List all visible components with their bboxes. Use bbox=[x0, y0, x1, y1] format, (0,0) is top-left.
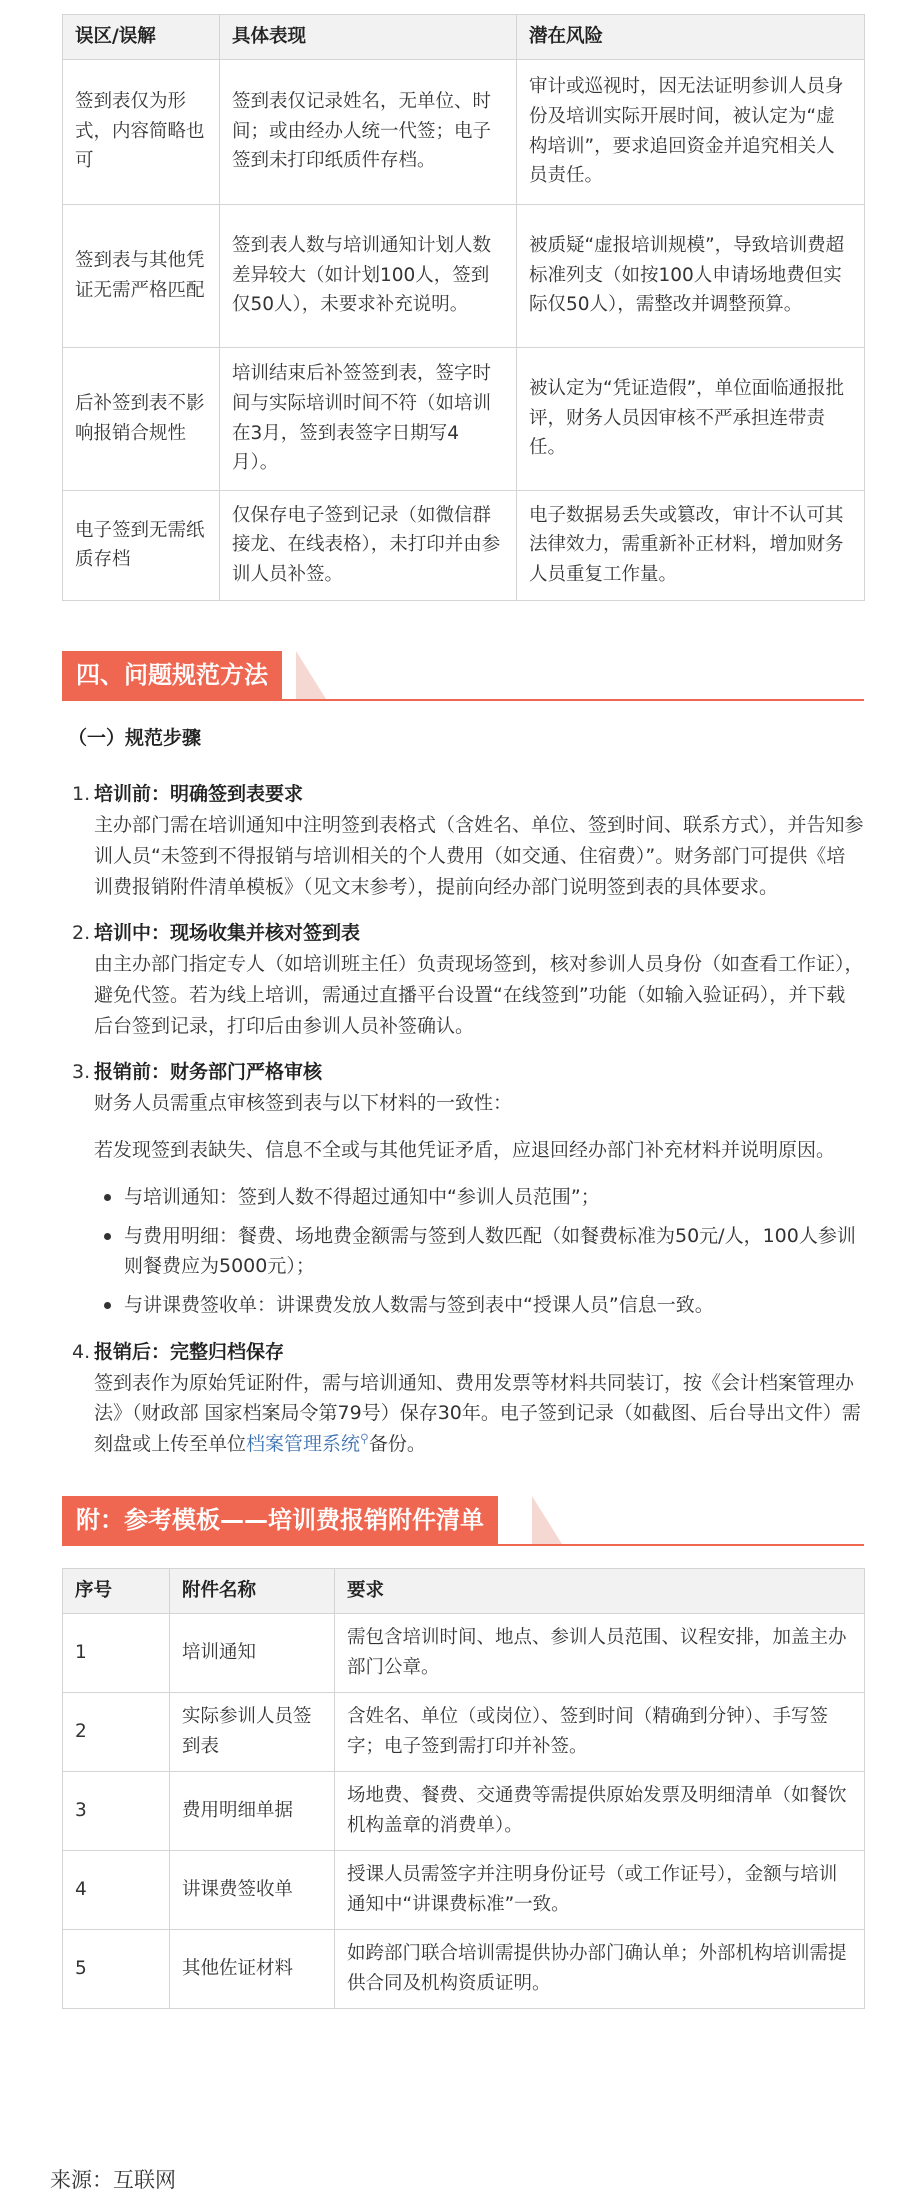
table-row bbox=[63, 347, 865, 490]
table-row bbox=[63, 1850, 865, 1929]
step-item bbox=[62, 779, 864, 902]
step-title: 培训前：明确签到表要求 bbox=[94, 783, 304, 806]
table-cell: 如跨部门联合培训需提供协办部门确认单；外部机构培训需提供合同及机构资质证明。 bbox=[335, 1929, 865, 2008]
archive-system-link[interactable]: 档案管理系统 bbox=[246, 1433, 361, 1456]
table-cell: 电子签到无需纸质存档 bbox=[63, 490, 220, 600]
step-number: 4. bbox=[72, 1340, 91, 1363]
step-text-part: 备份。 bbox=[368, 1433, 426, 1456]
table-cell: 含姓名、单位（或岗位）、签到时间（精确到分钟）、手写签字；电子签到需打印并补签。 bbox=[335, 1692, 865, 1771]
table-cell: 仅保存电子签到记录（如微信群接龙、在线表格），未打印并由参训人员补签。 bbox=[220, 490, 517, 600]
table-cell: 签到表仅记录姓名，无单位、时间；或由经办人统一代签；电子签到未打印纸质件存档。 bbox=[220, 59, 517, 204]
section-title: 四、问题规范方法 bbox=[62, 651, 282, 699]
step-text: 财务人员需重点审核签到表与以下材料的一致性： bbox=[94, 1092, 513, 1115]
heading-decoration bbox=[296, 651, 326, 699]
table-cell: 3 bbox=[63, 1771, 170, 1850]
step-text: 主办部门需在培训通知中注明签到表格式（含姓名、单位、签到时间、联系方式），并告知参训人员“未签到不得报销与培训相关的个人费用（如交通、住宿费）”。财务部门可提供《培训费报销附件清单模板》（见文末参考），提前向经办部门说明签到表的具体要求。 bbox=[94, 814, 864, 898]
search-icon: ⚲ bbox=[360, 1431, 369, 1446]
step-item bbox=[62, 1057, 864, 1320]
step-item bbox=[62, 918, 864, 1041]
appendix-title: 附：参考模板——培训费报销附件清单 bbox=[62, 1496, 498, 1544]
table-cell: 授课人员需签字并注明身份证号（或工作证号），金额与培训通知中“讲课费标准”一致。 bbox=[335, 1850, 865, 1929]
step-number: 2. bbox=[72, 922, 91, 945]
table-cell: 签到表仅为形式，内容简略也可 bbox=[63, 59, 220, 204]
table-cell: 讲课费签收单 bbox=[170, 1850, 335, 1929]
header-cell: 附件名称 bbox=[170, 1568, 335, 1613]
table-row bbox=[63, 1771, 865, 1850]
step-title: 报销前：财务部门严格审核 bbox=[94, 1061, 323, 1084]
check-list bbox=[104, 1182, 864, 1321]
table-cell: 电子数据易丢失或篡改，审计不认可其法律效力，需重新补正材料，增加财务人员重复工作量。 bbox=[517, 490, 865, 600]
step-number: 1. bbox=[72, 783, 91, 806]
source-credit: 来源：互联网 bbox=[50, 2168, 176, 2192]
header-cell: 要求 bbox=[335, 1568, 865, 1613]
step-title: 培训中：现场收集并核对签到表 bbox=[94, 922, 361, 945]
subsection-title: （一）规范步骤 bbox=[68, 726, 202, 749]
table-cell: 5 bbox=[63, 1929, 170, 2008]
step-item bbox=[62, 1337, 864, 1460]
table-cell: 审计或巡视时，因无法证明参训人员身份及培训实际开展时间，被认定为“虚构培训”，要求追回资金并追究相关人员责任。 bbox=[517, 59, 865, 204]
table-cell: 需包含培训时间、地点、参训人员范围、议程安排，加盖主办部门公章。 bbox=[335, 1613, 865, 1692]
list-item: 与培训通知：签到人数不得超过通知中“参训人员范围”； bbox=[104, 1182, 864, 1213]
heading-decoration bbox=[532, 1496, 562, 1544]
table-cell: 1 bbox=[63, 1613, 170, 1692]
table-cell: 培训通知 bbox=[170, 1613, 335, 1692]
table-row bbox=[63, 59, 865, 204]
step-text: 若发现签到表缺失、信息不全或与其他凭证矛盾，应退回经办部门补充材料并说明原因。 bbox=[94, 1139, 836, 1162]
article-body bbox=[62, 14, 864, 2009]
table-row bbox=[63, 204, 865, 347]
header-cell: 具体表现 bbox=[220, 15, 517, 60]
list-item: 与费用明细：餐费、场地费金额需与签到人数匹配（如餐费标准为50元/人，100人参训则餐费应为5000元）； bbox=[104, 1221, 864, 1283]
table-row bbox=[63, 1613, 865, 1692]
table-row bbox=[63, 1692, 865, 1771]
table-header-row bbox=[63, 15, 865, 60]
table-cell: 后补签到表不影响报销合规性 bbox=[63, 347, 220, 490]
list-item: 与讲课费签收单：讲课费发放人数需与签到表中“授课人员”信息一致。 bbox=[104, 1290, 864, 1321]
table-cell: 实际参训人员签到表 bbox=[170, 1692, 335, 1771]
table-cell: 2 bbox=[63, 1692, 170, 1771]
table-row bbox=[63, 1929, 865, 2008]
appendix-table bbox=[62, 1568, 865, 2009]
step-text: 由主办部门指定专人（如培训班主任）负责现场签到，核对参训人员身份（如查看工作证），避免代签。若为线上培训，需通过直播平台设置“在线签到”功能（如输入验证码），并下载后台签到记录，打印后由参训人员补签确认。 bbox=[94, 953, 864, 1037]
step-number: 3. bbox=[72, 1061, 91, 1084]
table-cell: 被认定为“凭证造假”，单位面临通报批评，财务人员因审核不严承担连带责任。 bbox=[517, 347, 865, 490]
table-cell: 签到表与其他凭证无需严格匹配 bbox=[63, 204, 220, 347]
table-row bbox=[63, 490, 865, 600]
step-text bbox=[94, 1368, 864, 1460]
table-cell: 培训结束后补签签到表，签字时间与实际培训时间不符（如培训在3月，签到表签字日期写4月）。 bbox=[220, 347, 517, 490]
step-text-part: 签到表作为原始凭证附件，需与培训通知、费用发票等材料共同装订，按《会计档案管理办法》（财政部 国家档案局令第79号）保存30年。电子签到记录（如截图、后台导出文件）需刻盘或上传至单位 bbox=[94, 1371, 861, 1456]
misconception-table bbox=[62, 14, 865, 601]
table-cell: 其他佐证材料 bbox=[170, 1929, 335, 2008]
table-cell: 被质疑“虚报培训规模”，导致培训费超标准列支（如按100人申请场地费但实际仅50人），需整改并调整预算。 bbox=[517, 204, 865, 347]
header-cell: 误区/误解 bbox=[63, 15, 220, 60]
table-cell: 4 bbox=[63, 1850, 170, 1929]
steps-list bbox=[62, 779, 864, 1460]
table-header-row bbox=[63, 1568, 865, 1613]
table-cell: 签到表人数与培训通知计划人数差异较大（如计划100人，签到仅50人），未要求补充说明。 bbox=[220, 204, 517, 347]
header-cell: 序号 bbox=[63, 1568, 170, 1613]
header-cell: 潜在风险 bbox=[517, 15, 865, 60]
table-cell: 场地费、餐费、交通费等需提供原始发票及明细清单（如餐饮机构盖章的消费单）。 bbox=[335, 1771, 865, 1850]
appendix-heading bbox=[62, 1496, 864, 1546]
section-heading bbox=[62, 651, 864, 701]
step-title: 报销后：完整归档保存 bbox=[94, 1340, 285, 1363]
table-cell: 费用明细单据 bbox=[170, 1771, 335, 1850]
